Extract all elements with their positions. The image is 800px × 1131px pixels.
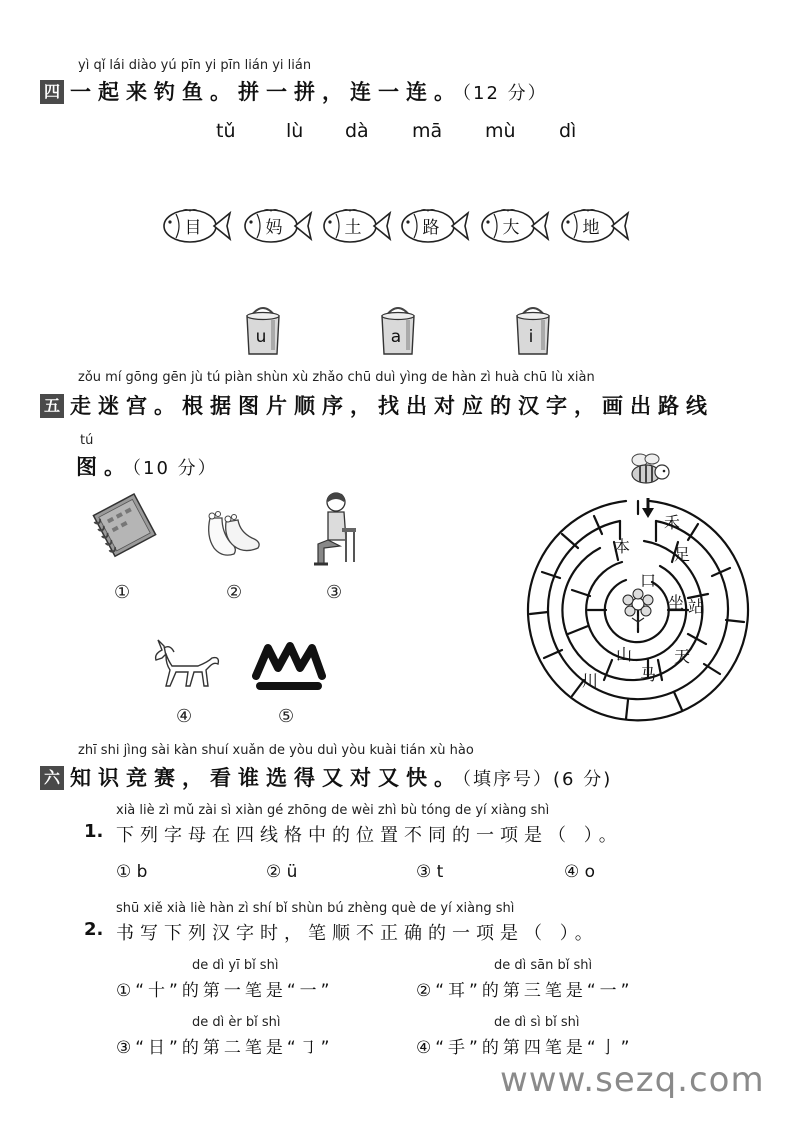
syllable-5: mù — [485, 120, 516, 142]
bucket-2[interactable] — [378, 302, 418, 356]
picture-1-label: ① — [114, 582, 131, 603]
q1-pinyin: xià liè zì mǔ zài sì xiàn gé zhōng de wèi zhì bù tóng de yí xiàng shì — [116, 803, 550, 818]
fish-2-char: 妈 — [265, 218, 283, 238]
fish-4[interactable] — [398, 206, 470, 246]
maze-char-4: 口 — [640, 571, 657, 590]
maze[interactable] — [522, 494, 754, 726]
q2-pinyin: shū xiě xià liè hàn zì shí bǐ shùn bú zhèng què de yí xiàng shì — [116, 901, 515, 916]
feet-icon — [200, 508, 270, 560]
syllable-6: dì — [559, 120, 577, 142]
section6-pinyin: zhī shi jìng sài kàn shuí xuǎn de yòu duì yòu kuài tián xù hào — [78, 743, 474, 758]
q2-option-3[interactable]: ③“日”的第二笔是“㇆” — [116, 1038, 334, 1058]
syllable-1: tǔ — [216, 120, 236, 142]
section5-heading — [40, 390, 714, 420]
syllable-2: lù — [286, 120, 304, 142]
q2-number: 2. — [84, 919, 104, 940]
q1-number: 1. — [84, 821, 104, 842]
maze-char-7: 山 — [616, 645, 633, 664]
fish-6[interactable] — [558, 206, 630, 246]
watermark: www.sezq.com — [500, 1060, 765, 1100]
fish-3-char: 土 — [344, 218, 362, 238]
fish-4-char: 路 — [422, 218, 440, 238]
fish-5-char: 大 — [502, 218, 520, 238]
bucket-3-letter: i — [528, 327, 534, 347]
bucket-3[interactable] — [513, 302, 553, 356]
picture-2-label: ② — [226, 582, 243, 603]
section5-pinyin: zǒu mí gōng gēn jù tú piàn shùn xù zhǎo chū duì yìng de hàn zì huà chū lù xiàn — [78, 370, 595, 385]
section6-title: 知识竞赛，看谁选得又对又快。 — [70, 766, 462, 790]
fish-5[interactable] — [478, 206, 550, 246]
q2-option-4-pinyin: de dì sì bǐ shì — [494, 1015, 580, 1030]
bucket-1[interactable] — [243, 302, 283, 356]
q2-option-2-pinyin: de dì sān bǐ shì — [494, 958, 593, 973]
bucket-2-letter: a — [390, 327, 402, 347]
q1-option-4[interactable]: ④ o — [564, 862, 596, 882]
fish-6-char: 地 — [582, 218, 600, 238]
horse-icon — [150, 636, 224, 692]
mountain-glyph-icon — [252, 640, 326, 694]
picture-5-label: ⑤ — [278, 706, 295, 727]
q2-text: 书写下列汉字时，笔顺不正确的一项是（ ）。 — [116, 923, 599, 944]
picture-3-label: ③ — [326, 582, 343, 603]
notebook-icon — [90, 492, 160, 560]
picture-4-label: ④ — [176, 706, 193, 727]
flower-icon — [623, 589, 653, 628]
q1-option-1[interactable]: ① b — [116, 862, 148, 882]
maze-char-6: 站 — [688, 597, 705, 616]
section4-pinyin: yì qǐ lái diào yú pīn yi pīn lián yi lián — [78, 58, 312, 73]
section5-pinyin-2: tú — [80, 433, 94, 448]
fish-1[interactable] — [160, 206, 232, 246]
maze-char-3: 足 — [674, 545, 691, 564]
q1-text: 下列字母在四线格中的位置不同的一项是（ ）。 — [116, 825, 623, 846]
section4-heading — [40, 76, 548, 106]
q2-option-3-pinyin: de dì èr bǐ shì — [192, 1015, 281, 1030]
section4-number-badge: 四 — [40, 80, 64, 104]
section5-title: 走迷宫。根据图片顺序，找出对应的汉字，画出路线 — [70, 394, 714, 418]
section5-score: （10 分） — [132, 458, 218, 479]
q2-option-1[interactable]: ①“十”的第一笔是“一” — [116, 981, 334, 1001]
section5-heading-2 — [76, 451, 218, 481]
section6-number-badge: 六 — [40, 766, 64, 790]
fish-2[interactable] — [241, 206, 313, 246]
q2-option-4[interactable]: ④“手”的第四笔是“亅” — [416, 1038, 634, 1058]
q2-option-2[interactable]: ②“耳”的第三笔是“一” — [416, 981, 634, 1001]
syllable-3: dà — [345, 120, 369, 142]
q1-option-3[interactable]: ③ t — [416, 862, 444, 882]
sitting-person-icon — [306, 490, 364, 572]
maze-char-9: 川 — [582, 671, 599, 690]
section4-title: 一起来钓鱼。拼一拼，连一连。 — [70, 80, 462, 104]
fish-1-char: 目 — [184, 218, 202, 238]
section6-suffix: （填序号）(6 分) — [462, 769, 613, 790]
fish-3[interactable] — [320, 206, 392, 246]
maze-char-10: 马 — [640, 665, 657, 684]
bucket-1-letter: u — [255, 327, 267, 347]
section4-score: （12 分） — [462, 83, 548, 104]
maze-char-5: 坐 — [668, 593, 685, 612]
section5-title-2: 图。 — [76, 455, 132, 479]
section6-heading — [40, 762, 612, 792]
q2-option-1-pinyin: de dì yī bǐ shì — [192, 958, 279, 973]
maze-char-8: 天 — [674, 647, 691, 666]
syllable-4: mā — [412, 120, 443, 142]
bee-icon — [626, 452, 672, 488]
q1-option-2[interactable]: ② ü — [266, 862, 298, 882]
maze-char-2: 本 — [614, 537, 631, 556]
maze-char-1: 禾 — [664, 513, 681, 532]
section5-number-badge: 五 — [40, 394, 64, 418]
